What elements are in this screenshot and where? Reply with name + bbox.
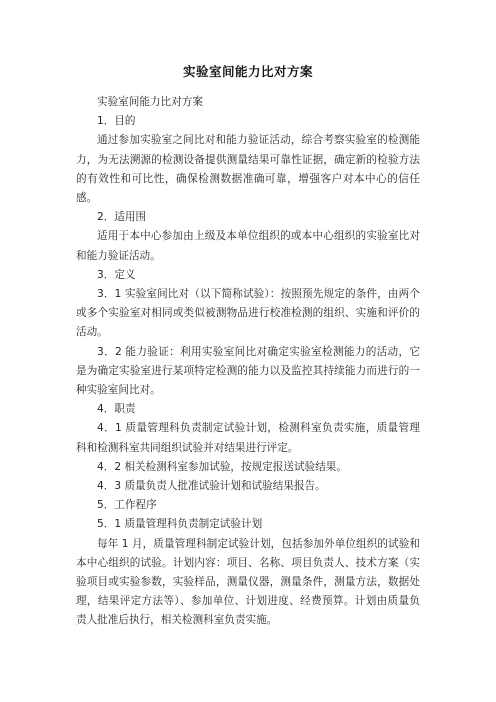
section-heading-responsibilities: 4．职责: [97, 403, 136, 416]
paragraph-subtitle: 实验室间能力比对方案: [97, 96, 203, 108]
section-heading-definitions: 3．定义: [97, 268, 136, 281]
document-title: 实验室间能力比对方案: [182, 64, 313, 79]
section-heading-purpose: 1．目的: [97, 115, 136, 128]
paragraph-purpose: 通过参加实验室之间比对和能力验证活动，综合考察实验室的检测能力，为无法溯源的检测设备提供测量结果可靠性证据，确定新的检验方法的有效性和可比性，确保检测数据准确可靠，增强客户对本中心的信任感。: [76, 134, 420, 205]
subsection-heading-5-1: 5．1 质量管理科负责制定试验计划: [97, 518, 263, 531]
document-body: [76, 93, 420, 631]
paragraph-scope: 适用于本中心参加由上级及本单位组织的或本中心组织的实验室比对和能力验证活动。: [76, 230, 420, 262]
paragraph-responsibility-4-1: 4．1 质量管理科负责制定试验计划，检测科室负责实施，质量管理科和检测科室共同组织试验并对结果进行评定。: [76, 422, 420, 454]
paragraph-procedure-5-1: 每年 1 月，质量管理科制定试验计划，包括参加外单位组织的试验和本中心组织的试验。计划内容：项目、名称、项目负责人、技术方案（实验项目或实验参数，实验样品，测量仪器，测量条件，测量方法，数据处理，结果评定方法等）、参加单位、计划进度、经费预算。计划由质量负责人批准后执行，相关检测科室负责实施。: [76, 537, 420, 627]
paragraph-definition-3-1: 3．1 实验室间比对（以下简称试验）：按照预先规定的条件，由两个或多个实验室对相同或类似被测物品进行校准检测的组织、实施和评价的活动。: [76, 288, 420, 339]
paragraph-definition-3-2: 3．2 能力验证：利用实验室间比对确定实验室检测能力的活动，它是为确定实验室进行某项特定检测的能力以及监控其持续能力而进行的一种实验室间比对。: [76, 345, 420, 397]
paragraph-responsibility-4-3: 4．3 质量负责人批准试验计划和试验结果报告。: [97, 480, 326, 493]
paragraph-responsibility-4-2: 4．2 相关检测科室参加试验，按规定报送试验结果。: [97, 460, 347, 473]
section-heading-scope: 2．适用围: [97, 211, 147, 224]
section-heading-procedure: 5．工作程序: [97, 499, 157, 512]
